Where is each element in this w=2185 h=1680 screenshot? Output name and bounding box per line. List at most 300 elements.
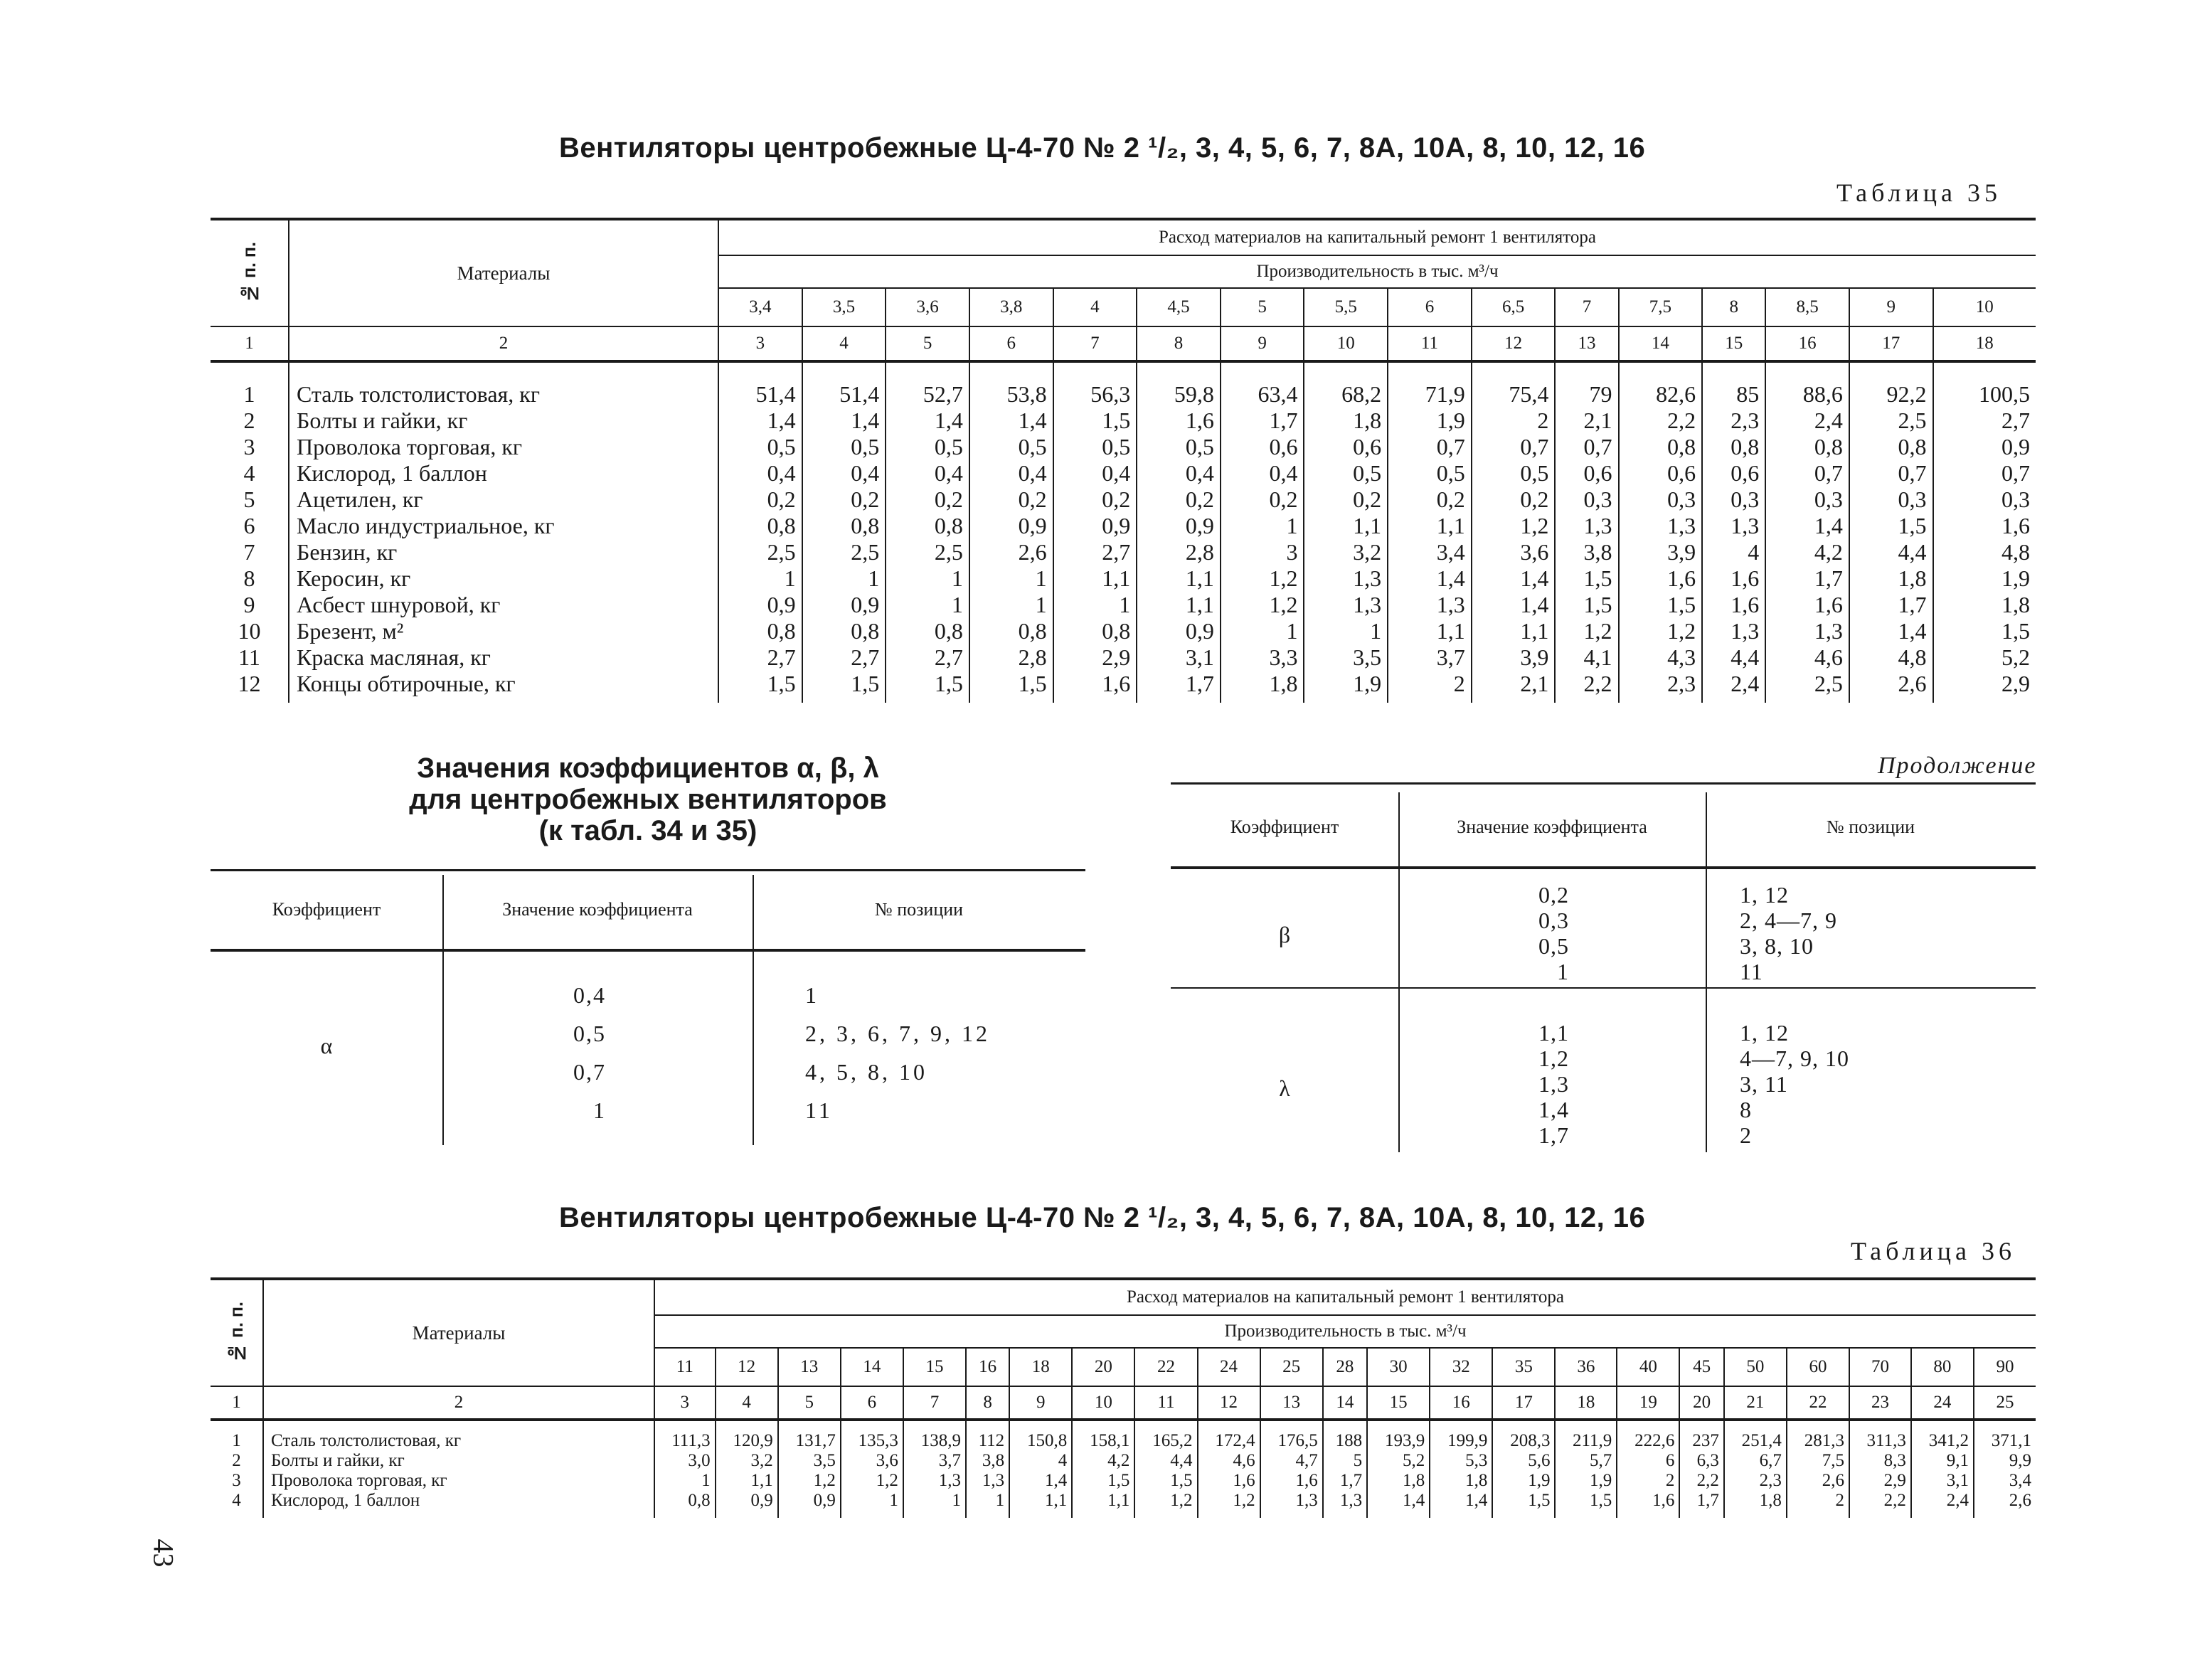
lambda-value: 1,1: [1538, 1020, 1569, 1046]
table35-row: [211, 539, 2036, 565]
table36-capacity: 40: [1617, 1348, 1679, 1386]
table36-value: 5,6: [1492, 1451, 1555, 1471]
table35-col-number: 1: [211, 326, 289, 361]
table35-row: [211, 671, 2036, 703]
table35-value: 3,9: [1472, 644, 1556, 671]
table35-capacity: 3,8: [969, 288, 1053, 326]
table36-row-number: 3: [211, 1471, 263, 1491]
table35-capacity: 8: [1702, 288, 1765, 326]
table35-value: 1,8: [2001, 592, 2030, 617]
table35-value: 1,5: [1555, 592, 1618, 618]
table35-value: 1,1: [1388, 618, 1472, 644]
beta-symbol: β: [1278, 922, 1291, 947]
coef-table-beta-lambda: [1171, 782, 2036, 1152]
table36-value: 172,4: [1198, 1420, 1260, 1451]
table36-value: 1,3: [903, 1471, 966, 1491]
alpha-symbol: α: [320, 1033, 333, 1058]
table35-value: 1,6: [1137, 408, 1221, 434]
table35-row-number: 9: [211, 592, 289, 618]
table35-value: 4,8: [1849, 644, 1933, 671]
table36-value: 4,7: [1260, 1451, 1323, 1471]
table36-material-name: Сталь толстолистовая, кг: [263, 1420, 654, 1451]
lambda-position: 3, 11: [1740, 1071, 1788, 1097]
table36-col-number: 10: [1072, 1386, 1134, 1420]
table35: [211, 218, 2036, 703]
table36-value: 311,3: [1849, 1420, 1911, 1451]
table35-value: 59,8: [1137, 361, 1221, 408]
table35-capacity: 8,5: [1765, 288, 1849, 326]
table36-value: 2,2: [1679, 1471, 1723, 1491]
table35-value: 1,7: [1849, 592, 1933, 618]
table35-value: 92,2: [1849, 361, 1933, 408]
table36-header-top: Расход материалов на капитальный ремонт 1 вентилятора: [654, 1279, 2036, 1315]
table36-col-number: 7: [903, 1386, 966, 1420]
table35-value: 1,5: [1053, 408, 1137, 434]
table36-col-number: 18: [1555, 1386, 1617, 1420]
table35-value: 4,1: [1555, 644, 1618, 671]
table35-value: 1: [802, 565, 886, 592]
table35-row-number: 4: [211, 460, 289, 487]
table35-col-number: 5: [886, 326, 969, 361]
table36-col-number: 25: [1974, 1386, 2036, 1420]
table35-value: 0,2: [1053, 487, 1137, 513]
table35-material-name: Сталь толстолистовая, кг: [289, 361, 718, 408]
table36-row-number: 2: [211, 1451, 263, 1471]
table35-row: [211, 408, 2036, 434]
table35-value: 0,5: [886, 434, 969, 460]
table36-value: 237: [1679, 1420, 1723, 1451]
table35-value: 2,5: [1849, 408, 1933, 434]
lambda-position: 8: [1740, 1097, 1752, 1122]
table35-value: 0,8: [1765, 434, 1849, 460]
lambda-position: 1, 12: [1740, 1020, 1789, 1046]
table35-value: 0,8: [1849, 434, 1933, 460]
table35-value: 0,9: [1137, 513, 1221, 539]
alpha-value: 0,4: [573, 982, 606, 1008]
table36-value: 1,8: [1430, 1471, 1492, 1491]
table35-value: 53,8: [969, 361, 1053, 408]
table35-value: 1: [1221, 618, 1304, 644]
table36-value: 1,6: [1260, 1471, 1323, 1491]
table36-value: 150,8: [1009, 1420, 1072, 1451]
table35-value: 0,6: [1555, 460, 1618, 487]
table35-label: Таблица 35: [1836, 179, 2001, 207]
table35-value: 0,2: [886, 487, 969, 513]
table35-col-number: 4: [802, 326, 886, 361]
table35-value: 1,1: [1053, 565, 1137, 592]
table35-row-number: 11: [211, 644, 289, 671]
table35-col-number: 16: [1765, 326, 1849, 361]
table36-col-number: 3: [654, 1386, 716, 1420]
table35-value: 71,9: [1388, 361, 1472, 408]
table35-value: 1,2: [1555, 618, 1618, 644]
table36-col-number: 23: [1849, 1386, 1911, 1420]
table36-col-number: 20: [1679, 1386, 1723, 1420]
table36-col-number: 21: [1724, 1386, 1787, 1420]
table36-col-number: 1: [211, 1386, 263, 1420]
alpha-position: 1: [805, 982, 819, 1008]
table35-value: 1,4: [1388, 565, 1472, 592]
table36-col-number: 11: [1134, 1386, 1197, 1420]
table35-material-name: Брезент, м²: [289, 618, 718, 644]
table35-value: 3,7: [1388, 644, 1472, 671]
table35-capacity: 3,6: [886, 288, 969, 326]
table35-value: 2: [1388, 671, 1472, 703]
table35-value: 0,9: [802, 592, 886, 618]
table36-value: 111,3: [654, 1420, 716, 1451]
table35-value: 1,6: [1702, 565, 1765, 592]
table35-capacity: 6,5: [1472, 288, 1556, 326]
table35-value: 1,9: [1388, 408, 1472, 434]
table36-capacity: 11: [654, 1348, 716, 1386]
table36-value: 165,2: [1134, 1420, 1197, 1451]
table36-col-number: 24: [1911, 1386, 1974, 1420]
table35-value: 1,4: [1849, 618, 1933, 644]
table36-col-number: 12: [1198, 1386, 1260, 1420]
table36-col-number: 8: [966, 1386, 1009, 1420]
table35-value: 52,7: [886, 361, 969, 408]
table35-value: 1: [886, 592, 969, 618]
table36-col-number: 2: [263, 1386, 654, 1420]
table35-value: 1,4: [1765, 513, 1849, 539]
table35-col-materials: Материалы: [289, 219, 718, 326]
table35-value: 0,8: [802, 513, 886, 539]
table35-value: 0,8: [1702, 434, 1765, 460]
table36-value: 1,6: [1617, 1491, 1679, 1518]
table35-value: 2,3: [1702, 408, 1765, 434]
table35-row-number: 10: [211, 618, 289, 644]
table36-value: 1,8: [1367, 1471, 1430, 1491]
table35-value: 4,6: [1765, 644, 1849, 671]
table35-value: 1,3: [1702, 513, 1765, 539]
table36-capacity: 24: [1198, 1348, 1260, 1386]
value-header-beta: Значение коэффициента: [1457, 817, 1647, 837]
table35-header-sub: Производительность в тыс. м³/ч: [718, 255, 2036, 288]
table35-value: 3,9: [1619, 539, 1703, 565]
table35-value: 2,3: [1619, 671, 1703, 703]
table35-value: 0,2: [718, 487, 802, 513]
table35-col-number: 7: [1053, 326, 1137, 361]
table35-capacity: 3,5: [802, 288, 886, 326]
table35-value: 0,3: [1619, 487, 1703, 513]
table36-value: 9,9: [2009, 1451, 2031, 1470]
beta-position: 1, 12: [1740, 882, 1789, 908]
table35-value: 4,3: [1619, 644, 1703, 671]
table36-value: 158,1: [1072, 1420, 1134, 1451]
table35-value: 0,7: [1388, 434, 1472, 460]
table36-value: 281,3: [1787, 1420, 1849, 1451]
beta-position: 3, 8, 10: [1740, 933, 1814, 959]
table35-value: 5,2: [2001, 644, 2030, 670]
table35-value: 1: [1304, 618, 1388, 644]
alpha-value: 1: [593, 1097, 606, 1123]
table35-capacity: 7: [1555, 288, 1618, 326]
table36-capacity: 28: [1323, 1348, 1367, 1386]
table36-header-sub: Производительность в тыс. м³/ч: [654, 1315, 2036, 1348]
table36-value: 1,2: [1134, 1491, 1197, 1518]
beta-value: 1: [1557, 959, 1569, 984]
table36-capacity: 15: [903, 1348, 966, 1386]
table36-value: 3,6: [841, 1451, 903, 1471]
table35-value: 0,8: [802, 618, 886, 644]
table35-capacity: 6: [1388, 288, 1472, 326]
table35-value: 0,2: [1137, 487, 1221, 513]
table35-value: 1,4: [1472, 592, 1556, 618]
alpha-position: 4, 5, 8, 10: [805, 1059, 927, 1085]
table35-material-name: Болты и гайки, кг: [289, 408, 718, 434]
coef-header-beta: Коэффициент: [1230, 817, 1339, 837]
table36-row: [211, 1491, 2036, 1518]
table35-value: 2,2: [1555, 671, 1618, 703]
table35-value: 0,7: [1472, 434, 1556, 460]
table35-value: 0,4: [1053, 460, 1137, 487]
table35-value: 4,8: [2001, 539, 2030, 565]
table35-capacity: 3,4: [718, 288, 802, 326]
table35-row: [211, 361, 2036, 408]
table36-value: 1: [654, 1471, 716, 1491]
table35-value: 0,8: [1619, 434, 1703, 460]
table35-value: 2: [1472, 408, 1556, 434]
table36-value: 1,9: [1555, 1471, 1617, 1491]
table35-capacity: 5,5: [1304, 288, 1388, 326]
table36-col-number: 6: [841, 1386, 903, 1420]
table36-value: 2,3: [1724, 1471, 1787, 1491]
table35-value: 0,2: [1388, 487, 1472, 513]
table36-value: 0,9: [778, 1491, 841, 1518]
table36-capacity: 80: [1911, 1348, 1974, 1386]
table36-row: [211, 1451, 2036, 1471]
table35-value: 0,3: [1555, 487, 1618, 513]
table36-value: 176,5: [1260, 1420, 1323, 1451]
table35-value: 0,7: [1555, 434, 1618, 460]
table36-value: 188: [1323, 1420, 1367, 1451]
table36-col-number: 19: [1617, 1386, 1679, 1420]
table36-value: 1,2: [778, 1471, 841, 1491]
table35-value: 0,7: [1849, 460, 1933, 487]
table36-value: 4,2: [1072, 1451, 1134, 1471]
table35-capacity: 10: [1975, 297, 1994, 317]
table36-value: 1,2: [841, 1471, 903, 1491]
table36-value: 5,3: [1430, 1451, 1492, 1471]
table36-material-name: Кислород, 1 баллон: [263, 1491, 654, 1518]
table36-col-number: 22: [1787, 1386, 1849, 1420]
table35-value: 1,4: [969, 408, 1053, 434]
table35-col-number: 14: [1619, 326, 1703, 361]
table36-value: 2,2: [1849, 1491, 1911, 1518]
table36-value: 199,9: [1430, 1420, 1492, 1451]
table36-value: 1,5: [1492, 1491, 1555, 1518]
table35-col-number: 8: [1137, 326, 1221, 361]
table35-value: 1: [1221, 513, 1304, 539]
table35-value: 0,2: [1221, 487, 1304, 513]
table36-capacity: 22: [1134, 1348, 1197, 1386]
table36-col-number: 13: [1260, 1386, 1323, 1420]
table36-value: 4: [1009, 1451, 1072, 1471]
table35-value: 1,5: [718, 671, 802, 703]
table35-col-number: 15: [1702, 326, 1765, 361]
table35-value: 1,3: [1304, 592, 1388, 618]
table36-value: 1,3: [1323, 1491, 1367, 1518]
table36-value: 3,0: [654, 1451, 716, 1471]
table35-value: 2,7: [2001, 408, 2030, 433]
table35-row-number: 3: [211, 434, 289, 460]
table35-value: 0,5: [1137, 434, 1221, 460]
table35-value: 1,3: [1388, 592, 1472, 618]
table35-value: 1,1: [1137, 565, 1221, 592]
table36-value: 2,4: [1911, 1491, 1974, 1518]
table35-value: 1,7: [1221, 408, 1304, 434]
lambda-value: 1,2: [1538, 1046, 1569, 1071]
table35-col-number: 13: [1555, 326, 1618, 361]
table36-value: 2,6: [2009, 1491, 2031, 1510]
table35-value: 3,6: [1472, 539, 1556, 565]
table35-value: 1: [969, 592, 1053, 618]
table35-value: 1,6: [1053, 671, 1137, 703]
table36-capacity: 30: [1367, 1348, 1430, 1386]
table35-value: 100,5: [1979, 381, 2030, 407]
table36-value: 1,5: [1072, 1471, 1134, 1491]
table36-value: 1,4: [1430, 1491, 1492, 1518]
table35-value: 1,4: [718, 408, 802, 434]
table35-value: 4,4: [1702, 644, 1765, 671]
value-header-alpha: Значение коэффициента: [502, 899, 693, 920]
table36-value: 3,2: [716, 1451, 778, 1471]
table35-row-number: 12: [211, 671, 289, 703]
table36-col-no: № п. п.: [211, 1279, 263, 1386]
table35-row: [211, 513, 2036, 539]
table35-value: 0,8: [969, 618, 1053, 644]
table35-value: 0,4: [1221, 460, 1304, 487]
table35-value: 2,1: [1555, 408, 1618, 434]
table35-row: [211, 434, 2036, 460]
table36-value: 1,4: [1009, 1471, 1072, 1491]
table35-value: 2,7: [886, 644, 969, 671]
coef-title-line3: (к табл. 34 и 35): [538, 815, 757, 846]
table35-value: 0,6: [1304, 434, 1388, 460]
table35-value: 0,5: [1388, 460, 1472, 487]
table35-value: 0,6: [1702, 460, 1765, 487]
table35-value: 0,4: [718, 460, 802, 487]
table36-col-number: 9: [1009, 1386, 1072, 1420]
table35-value: 1,6: [1619, 565, 1703, 592]
table36-value: 1,4: [1367, 1491, 1430, 1518]
table35-value: 1: [969, 565, 1053, 592]
table35-value: 0,6: [1221, 434, 1304, 460]
table36-value: 3,7: [903, 1451, 966, 1471]
table35-col-number: 2: [289, 326, 718, 361]
table36-material-name: Болты и гайки, кг: [263, 1451, 654, 1471]
table35-row-number: 2: [211, 408, 289, 434]
table36-label: Таблица 36: [1851, 1237, 2016, 1265]
table35-col-number: 10: [1304, 326, 1388, 361]
table35-value: 3,8: [1555, 539, 1618, 565]
table35-value: 0,7: [1765, 460, 1849, 487]
table35-material-name: Керосин, кг: [289, 565, 718, 592]
table36-col-number: 4: [716, 1386, 778, 1420]
table35-col-number: 17: [1849, 326, 1933, 361]
table35-value: 0,8: [886, 513, 969, 539]
table35-value: 0,5: [1472, 460, 1556, 487]
table35-row: [211, 618, 2036, 644]
table36-capacity: 25: [1260, 1348, 1323, 1386]
table35-value: 4: [1702, 539, 1765, 565]
table36-value: 2,6: [1787, 1471, 1849, 1491]
table36-value: 5,2: [1367, 1451, 1430, 1471]
table36-value: 2: [1617, 1471, 1679, 1491]
lambda-value: 1,4: [1538, 1097, 1569, 1122]
table35-value: 1,3: [1702, 618, 1765, 644]
lambda-symbol: λ: [1279, 1075, 1290, 1101]
table35-value: 0,2: [802, 487, 886, 513]
table36-value: 7,5: [1787, 1451, 1849, 1471]
table35-value: 2,7: [802, 644, 886, 671]
table36-value: 1,5: [1555, 1491, 1617, 1518]
table35-value: 0,4: [969, 460, 1053, 487]
table35-value: 2,8: [1137, 539, 1221, 565]
table35-value: 1: [718, 565, 802, 592]
table36-col-number: 15: [1367, 1386, 1430, 1420]
alpha-position: 2, 3, 6, 7, 9, 12: [805, 1021, 990, 1046]
table35-value: 0,3: [1702, 487, 1765, 513]
table35-value: 0,3: [1849, 487, 1933, 513]
table35-value: 1,5: [886, 671, 969, 703]
table35-value: 2,1: [1472, 671, 1556, 703]
table35-row: [211, 644, 2036, 671]
table35-value: 1,3: [1304, 565, 1388, 592]
table36-value: 5,7: [1555, 1451, 1617, 1471]
table36-col-number: 16: [1430, 1386, 1492, 1420]
table36-capacity: 70: [1849, 1348, 1911, 1386]
alpha-position: 11: [805, 1097, 833, 1123]
table36-value: 1,7: [1323, 1471, 1367, 1491]
table35-value: 1: [1053, 592, 1137, 618]
table35-material-name: Асбест шнуровой, кг: [289, 592, 718, 618]
table35-value: 2,9: [1053, 644, 1137, 671]
table35-value: 1,5: [802, 671, 886, 703]
lambda-position: 4—7, 9, 10: [1740, 1046, 1849, 1071]
table35-value: 68,2: [1304, 361, 1388, 408]
table36-row-number: 4: [211, 1491, 263, 1518]
table35-value: 88,6: [1765, 361, 1849, 408]
table35-value: 0,6: [1619, 460, 1703, 487]
table35-value: 2,5: [1765, 671, 1849, 703]
lambda-value: 1,7: [1538, 1122, 1569, 1148]
table35-value: 0,4: [802, 460, 886, 487]
table36-row: [211, 1471, 2036, 1491]
table36-value: 8,3: [1849, 1451, 1911, 1471]
table35-value: 0,2: [1472, 487, 1556, 513]
table35-value: 3: [1221, 539, 1304, 565]
table35-value: 1,6: [1702, 592, 1765, 618]
lambda-position: 2: [1740, 1122, 1752, 1148]
table35-value: 0,8: [718, 513, 802, 539]
coef-title-line2: для центробежных вентиляторов: [409, 784, 887, 815]
table35-value: 1,4: [802, 408, 886, 434]
table36-col-number: 17: [1492, 1386, 1555, 1420]
table35-value: 1,9: [1304, 671, 1388, 703]
table36-value: 4,4: [1134, 1451, 1197, 1471]
table35-value: 1,7: [1137, 671, 1221, 703]
coef-title: [211, 753, 1085, 846]
table35-value: 2,2: [1619, 408, 1703, 434]
table36-value: 3,5: [778, 1451, 841, 1471]
table36-value: 0,8: [654, 1491, 716, 1518]
table35-col-number: 3: [718, 326, 802, 361]
table35-value: 1: [886, 565, 969, 592]
table35-value: 1,8: [1221, 671, 1304, 703]
table35-value: 0,5: [802, 434, 886, 460]
table36-value: 222,6: [1617, 1420, 1679, 1451]
